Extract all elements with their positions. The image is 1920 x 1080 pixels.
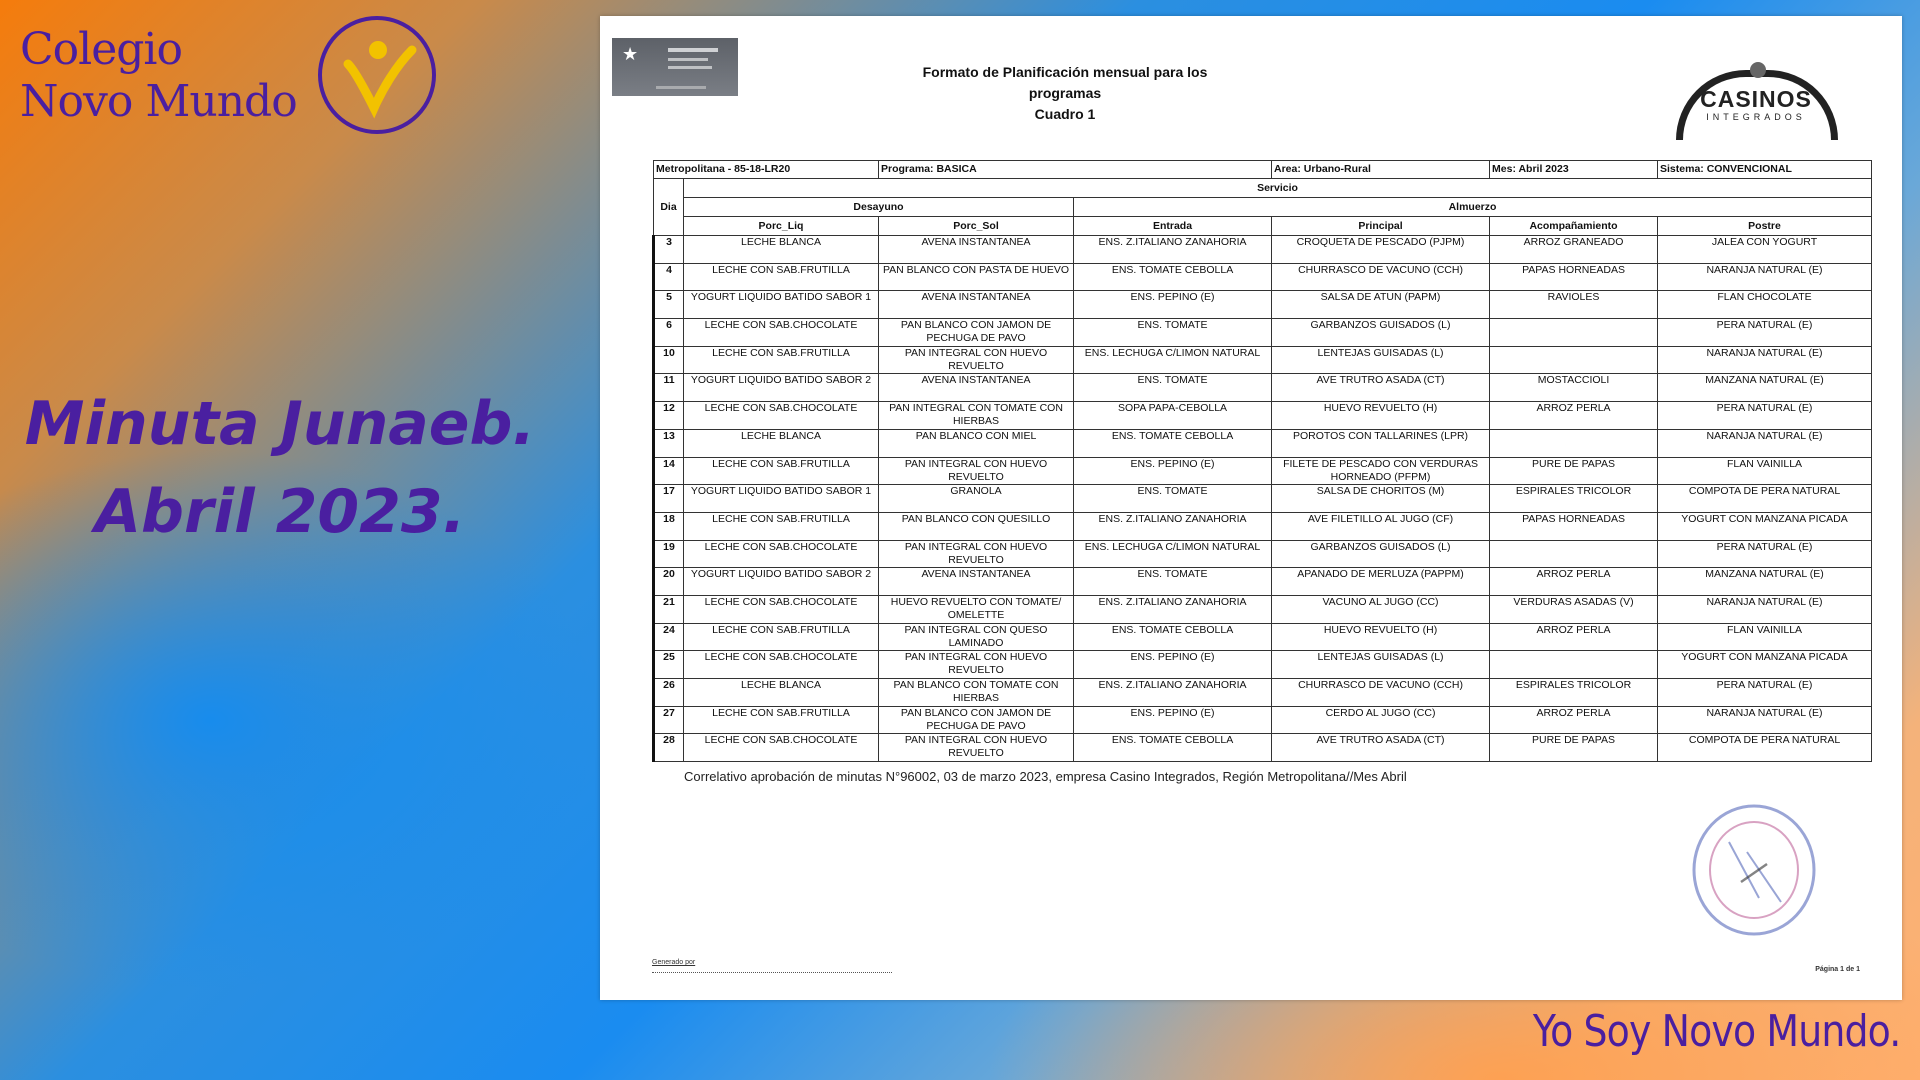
row-porc-liq: YOGURT LIQUIDO BATIDO SABOR 1: [684, 485, 879, 513]
table-row: [654, 595, 1872, 623]
row-entrada: ENS. PEPINO (E): [1074, 457, 1272, 485]
table-row: [654, 429, 1872, 457]
row-day: 28: [654, 734, 684, 762]
row-postre: NARANJA NATURAL (E): [1658, 595, 1872, 623]
table-row: [654, 402, 1872, 430]
row-porc-sol: AVENA INSTANTANEA: [879, 568, 1074, 596]
row-porc-liq: LECHE CON SAB.CHOCOLATE: [684, 540, 879, 568]
row-principal: AVE TRUTRO ASADA (CT): [1272, 734, 1490, 762]
row-acompanamiento: ARROZ GRANEADO: [1490, 236, 1658, 264]
header-almuerzo: Almuerzo: [1074, 198, 1872, 217]
row-day: 26: [654, 679, 684, 707]
document-title: [900, 62, 1230, 125]
row-entrada: ENS. LECHUGA C/LIMON NATURAL: [1074, 540, 1272, 568]
row-principal: SALSA DE ATUN (PAPM): [1272, 291, 1490, 319]
row-day: 27: [654, 706, 684, 734]
row-acompanamiento: RAVIOLES: [1490, 291, 1658, 319]
row-entrada: ENS. PEPINO (E): [1074, 651, 1272, 679]
row-day: 14: [654, 457, 684, 485]
row-porc-liq: LECHE CON SAB.FRUTILLA: [684, 263, 879, 291]
row-acompanamiento: MOSTACCIOLI: [1490, 374, 1658, 402]
table-row: [654, 512, 1872, 540]
headline-line-2: Abril 2023.: [94, 477, 466, 547]
row-porc-liq: LECHE CON SAB.CHOCOLATE: [684, 402, 879, 430]
slogan: Yo Soy Novo Mundo.: [1532, 1006, 1900, 1057]
row-entrada: ENS. PEPINO (E): [1074, 291, 1272, 319]
header-entrada: Entrada: [1074, 217, 1272, 236]
row-postre: MANZANA NATURAL (E): [1658, 374, 1872, 402]
row-postre: PERA NATURAL (E): [1658, 319, 1872, 347]
row-porc-sol: HUEVO REVUELTO CON TOMATE/ OMELETTE: [879, 595, 1074, 623]
row-principal: AVE TRUTRO ASADA (CT): [1272, 374, 1490, 402]
row-day: 17: [654, 485, 684, 513]
row-entrada: ENS. TOMATE CEBOLLA: [1074, 623, 1272, 651]
row-porc-liq: LECHE CON SAB.CHOCOLATE: [684, 319, 879, 347]
row-postre: NARANJA NATURAL (E): [1658, 346, 1872, 374]
row-porc-liq: LECHE CON SAB.FRUTILLA: [684, 706, 879, 734]
table-row: [654, 679, 1872, 707]
row-porc-sol: PAN INTEGRAL CON HUEVO REVUELTO: [879, 540, 1074, 568]
row-acompanamiento: PAPAS HORNEADAS: [1490, 263, 1658, 291]
row-principal: FILETE DE PESCADO CON VERDURAS HORNEADO (PFPM): [1272, 457, 1490, 485]
row-porc-liq: LECHE BLANCA: [684, 429, 879, 457]
row-day: 19: [654, 540, 684, 568]
table-row: [654, 651, 1872, 679]
table-row: [654, 706, 1872, 734]
table-row: [654, 291, 1872, 319]
row-porc-sol: AVENA INSTANTANEA: [879, 374, 1074, 402]
row-acompanamiento: [1490, 429, 1658, 457]
table-row: [654, 236, 1872, 264]
row-postre: FLAN CHOCOLATE: [1658, 291, 1872, 319]
row-postre: PERA NATURAL (E): [1658, 540, 1872, 568]
row-principal: POROTOS CON TALLARINES (LPR): [1272, 429, 1490, 457]
row-day: 12: [654, 402, 684, 430]
table-row: [654, 263, 1872, 291]
row-porc-liq: LECHE CON SAB.FRUTILLA: [684, 346, 879, 374]
generated-by-label: Generado por: [652, 959, 696, 966]
row-porc-sol: PAN BLANCO CON QUESILLO: [879, 512, 1074, 540]
brand-line-1: Colegio: [20, 24, 182, 75]
row-principal: CHURRASCO DE VACUNO (CCH): [1272, 679, 1490, 707]
row-day: 10: [654, 346, 684, 374]
junaeb-stamp-icon: [1688, 802, 1820, 938]
row-porc-liq: LECHE BLANCA: [684, 679, 879, 707]
row-principal: AVE FILETILLO AL JUGO (CF): [1272, 512, 1490, 540]
row-day: 25: [654, 651, 684, 679]
row-principal: LENTEJAS GUISADAS (L): [1272, 346, 1490, 374]
row-day: 18: [654, 512, 684, 540]
row-porc-sol: PAN INTEGRAL CON HUEVO REVUELTO: [879, 651, 1074, 679]
row-acompanamiento: PURE DE PAPAS: [1490, 457, 1658, 485]
row-acompanamiento: [1490, 346, 1658, 374]
title-line-2: programas: [1028, 85, 1102, 101]
row-entrada: ENS. TOMATE CEBOLLA: [1074, 429, 1272, 457]
table-row: [654, 623, 1872, 651]
row-principal: HUEVO REVUELTO (H): [1272, 402, 1490, 430]
row-principal: LENTEJAS GUISADAS (L): [1272, 651, 1490, 679]
row-postre: JALEA CON YOGURT: [1658, 236, 1872, 264]
row-day: 24: [654, 623, 684, 651]
row-acompanamiento: [1490, 651, 1658, 679]
row-principal: APANADO DE MERLUZA (PAPPM): [1272, 568, 1490, 596]
row-postre: COMPOTA DE PERA NATURAL: [1658, 485, 1872, 513]
header-postre: Postre: [1658, 217, 1872, 236]
page-number: Página 1 de 1: [1815, 966, 1860, 973]
menu-document: [600, 16, 1902, 1000]
row-porc-sol: PAN INTEGRAL CON HUEVO REVUELTO: [879, 457, 1074, 485]
row-porc-sol: PAN INTEGRAL CON QUESO LAMINADO: [879, 623, 1074, 651]
menu-rows: [654, 236, 1872, 762]
meta-mes: Mes: Abril 2023: [1490, 161, 1658, 179]
row-entrada: ENS. Z.ITALIANO ZANAHORIA: [1074, 679, 1272, 707]
row-entrada: ENS. TOMATE: [1074, 485, 1272, 513]
row-porc-sol: AVENA INSTANTANEA: [879, 291, 1074, 319]
row-acompanamiento: [1490, 540, 1658, 568]
meta-row: [654, 161, 1872, 179]
row-porc-liq: LECHE CON SAB.CHOCOLATE: [684, 734, 879, 762]
row-postre: PERA NATURAL (E): [1658, 402, 1872, 430]
row-entrada: SOPA PAPA-CEBOLLA: [1074, 402, 1272, 430]
row-porc-sol: PAN INTEGRAL CON HUEVO REVUELTO: [879, 346, 1074, 374]
brand-line-2: Novo Mundo: [20, 76, 297, 127]
generated-by: [652, 958, 892, 973]
row-entrada: ENS. PEPINO (E): [1074, 706, 1272, 734]
row-porc-liq: LECHE CON SAB.FRUTILLA: [684, 457, 879, 485]
row-postre: NARANJA NATURAL (E): [1658, 706, 1872, 734]
row-porc-sol: GRANOLA: [879, 485, 1074, 513]
row-day: 21: [654, 595, 684, 623]
row-acompanamiento: ARROZ PERLA: [1490, 402, 1658, 430]
row-porc-sol: PAN INTEGRAL CON TOMATE CON HIERBAS: [879, 402, 1074, 430]
row-postre: COMPOTA DE PERA NATURAL: [1658, 734, 1872, 762]
headline-line-1: Minuta Junaeb.: [24, 389, 536, 459]
row-entrada: ENS. Z.ITALIANO ZANAHORIA: [1074, 236, 1272, 264]
table-row: [654, 457, 1872, 485]
row-day: 3: [654, 236, 684, 264]
header-principal: Principal: [1272, 217, 1490, 236]
row-postre: YOGURT CON MANZANA PICADA: [1658, 651, 1872, 679]
row-entrada: ENS. TOMATE: [1074, 374, 1272, 402]
page-headline: [0, 380, 560, 556]
row-acompanamiento: [1490, 319, 1658, 347]
row-porc-sol: PAN BLANCO CON TOMATE CON HIERBAS: [879, 679, 1074, 707]
menu-table: [652, 160, 1872, 762]
row-principal: HUEVO REVUELTO (H): [1272, 623, 1490, 651]
row-principal: GARBANZOS GUISADOS (L): [1272, 540, 1490, 568]
table-row: [654, 346, 1872, 374]
row-porc-sol: PAN INTEGRAL CON HUEVO REVUELTO: [879, 734, 1074, 762]
casinos-integrados-logo: [1670, 62, 1842, 132]
row-postre: MANZANA NATURAL (E): [1658, 568, 1872, 596]
row-acompanamiento: ARROZ PERLA: [1490, 568, 1658, 596]
row-postre: NARANJA NATURAL (E): [1658, 429, 1872, 457]
row-acompanamiento: ARROZ PERLA: [1490, 623, 1658, 651]
row-day: 13: [654, 429, 684, 457]
row-porc-liq: YOGURT LIQUIDO BATIDO SABOR 2: [684, 568, 879, 596]
row-porc-sol: PAN BLANCO CON JAMON DE PECHUGA DE PAVO: [879, 319, 1074, 347]
approval-note: Correlativo aprobación de minutas N°96002, 03 de marzo 2023, empresa Casino Integrados, Región Metropolitana//Mes Abril: [684, 769, 1407, 784]
header-servicio: Servicio: [684, 179, 1872, 198]
table-row: [654, 319, 1872, 347]
meta-area: Area: Urbano-Rural: [1272, 161, 1490, 179]
row-acompanamiento: ESPIRALES TRICOLOR: [1490, 485, 1658, 513]
row-principal: CROQUETA DE PESCADO (PJPM): [1272, 236, 1490, 264]
row-principal: CERDO AL JUGO (CC): [1272, 706, 1490, 734]
row-acompanamiento: PURE DE PAPAS: [1490, 734, 1658, 762]
row-porc-liq: LECHE CON SAB.FRUTILLA: [684, 623, 879, 651]
table-row: [654, 734, 1872, 762]
row-porc-liq: LECHE BLANCA: [684, 236, 879, 264]
meta-programa: Programa: BASICA: [879, 161, 1272, 179]
row-postre: NARANJA NATURAL (E): [1658, 263, 1872, 291]
header-acompanamiento: Acompañamiento: [1490, 217, 1658, 236]
row-entrada: ENS. TOMATE: [1074, 319, 1272, 347]
table-row: [654, 374, 1872, 402]
row-porc-liq: LECHE CON SAB.FRUTILLA: [684, 512, 879, 540]
row-acompanamiento: ESPIRALES TRICOLOR: [1490, 679, 1658, 707]
row-acompanamiento: ARROZ PERLA: [1490, 706, 1658, 734]
meta-sistema: Sistema: CONVENCIONAL: [1658, 161, 1872, 179]
row-principal: GARBANZOS GUISADOS (L): [1272, 319, 1490, 347]
school-logo-icon: [318, 16, 436, 134]
row-acompanamiento: VERDURAS ASADAS (V): [1490, 595, 1658, 623]
row-day: 11: [654, 374, 684, 402]
row-entrada: ENS. TOMATE: [1074, 568, 1272, 596]
casinos-logo-name: CASINOS: [1700, 86, 1812, 112]
table-row: [654, 568, 1872, 596]
table-row: [654, 540, 1872, 568]
row-porc-liq: YOGURT LIQUIDO BATIDO SABOR 1: [684, 291, 879, 319]
title-line-1: Formato de Planificación mensual para los: [922, 64, 1208, 80]
row-day: 5: [654, 291, 684, 319]
title-line-3: Cuadro 1: [1034, 106, 1096, 122]
row-entrada: ENS. Z.ITALIANO ZANAHORIA: [1074, 512, 1272, 540]
header-dia: Dia: [654, 179, 684, 236]
row-entrada: ENS. TOMATE CEBOLLA: [1074, 734, 1272, 762]
row-principal: VACUNO AL JUGO (CC): [1272, 595, 1490, 623]
row-porc-sol: PAN BLANCO CON PASTA DE HUEVO: [879, 263, 1074, 291]
header-desayuno: Desayuno: [684, 198, 1074, 217]
row-day: 6: [654, 319, 684, 347]
row-porc-sol: AVENA INSTANTANEA: [879, 236, 1074, 264]
row-porc-sol: PAN BLANCO CON MIEL: [879, 429, 1074, 457]
row-day: 20: [654, 568, 684, 596]
row-postre: FLAN VAINILLA: [1658, 457, 1872, 485]
row-day: 4: [654, 263, 684, 291]
row-postre: PERA NATURAL (E): [1658, 679, 1872, 707]
header-porc-liq: Porc_Liq: [684, 217, 879, 236]
government-logo-icon: ★: [612, 38, 738, 96]
meta-region: Metropolitana - 85-18-LR20: [654, 161, 879, 179]
row-postre: YOGURT CON MANZANA PICADA: [1658, 512, 1872, 540]
row-entrada: ENS. LECHUGA C/LIMON NATURAL: [1074, 346, 1272, 374]
table-row: [654, 485, 1872, 513]
row-entrada: ENS. Z.ITALIANO ZANAHORIA: [1074, 595, 1272, 623]
casinos-logo-sub: INTEGRADOS: [1706, 112, 1806, 122]
row-porc-liq: LECHE CON SAB.CHOCOLATE: [684, 595, 879, 623]
row-postre: FLAN VAINILLA: [1658, 623, 1872, 651]
row-porc-liq: LECHE CON SAB.CHOCOLATE: [684, 651, 879, 679]
row-porc-sol: PAN BLANCO CON JAMON DE PECHUGA DE PAVO: [879, 706, 1074, 734]
school-brand: [20, 24, 297, 128]
row-acompanamiento: PAPAS HORNEADAS: [1490, 512, 1658, 540]
row-principal: CHURRASCO DE VACUNO (CCH): [1272, 263, 1490, 291]
row-principal: SALSA DE CHORITOS (M): [1272, 485, 1490, 513]
row-entrada: ENS. TOMATE CEBOLLA: [1074, 263, 1272, 291]
row-porc-liq: YOGURT LIQUIDO BATIDO SABOR 2: [684, 374, 879, 402]
header-porc-sol: Porc_Sol: [879, 217, 1074, 236]
